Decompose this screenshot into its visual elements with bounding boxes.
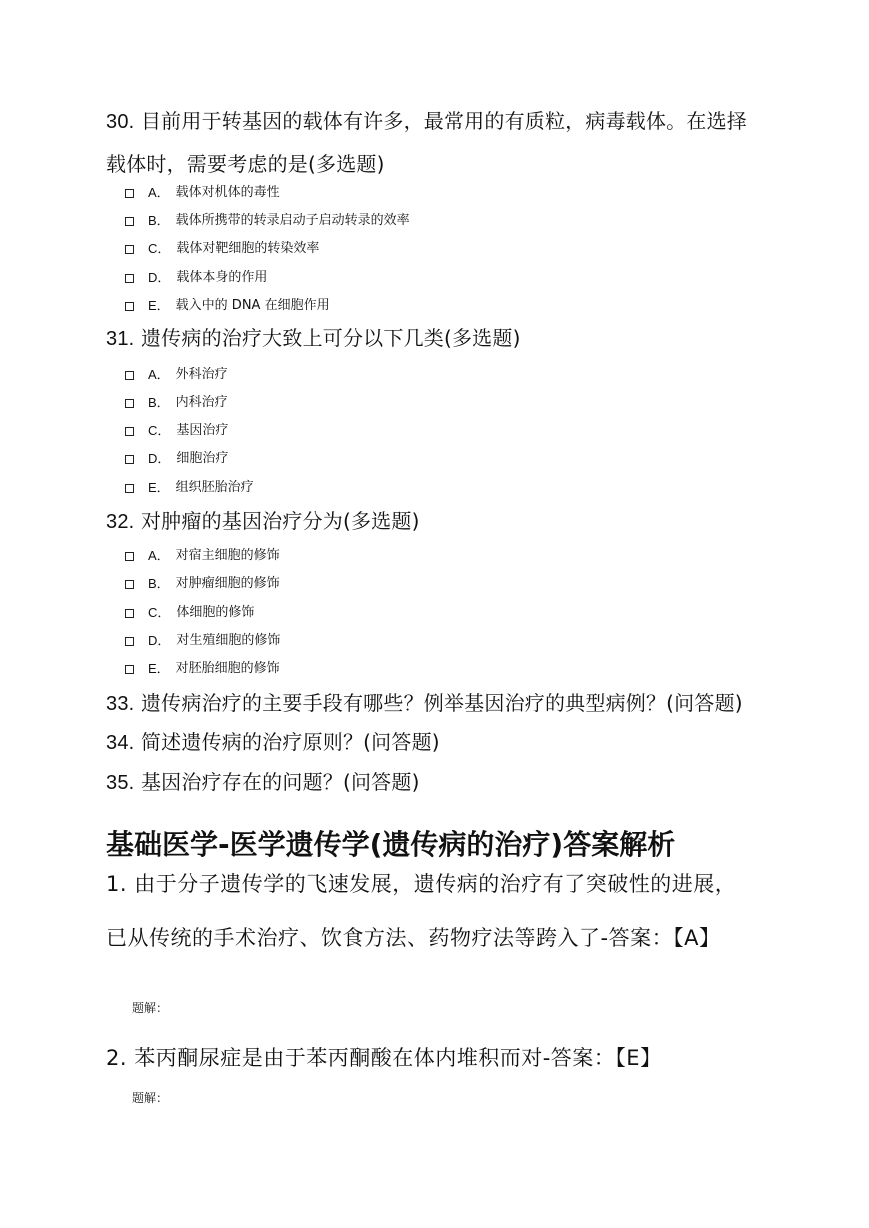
- question-number: 30.: [106, 111, 135, 133]
- checkbox-icon[interactable]: [125, 245, 134, 254]
- question-number: 32.: [106, 511, 135, 533]
- option-letter: B．: [148, 213, 170, 228]
- checkbox-icon[interactable]: [125, 371, 134, 380]
- option-letter: A．: [148, 548, 170, 563]
- option-letter: D．: [148, 451, 171, 466]
- answer-section-title: 基础医学-医学遗传学(遗传病的治疗)答案解析: [106, 828, 676, 861]
- question-number: 34.: [106, 732, 135, 754]
- checkbox-icon[interactable]: [125, 580, 134, 589]
- option-letter: B．: [148, 395, 170, 410]
- checkbox-icon[interactable]: [125, 302, 134, 311]
- option-text: 基因治疗: [176, 423, 229, 438]
- option-31-b[interactable]: [125, 394, 228, 412]
- option-text: 对宿主细胞的修饰: [175, 548, 280, 563]
- checkbox-icon[interactable]: [125, 609, 134, 618]
- option-letter: C．: [148, 423, 171, 438]
- question-number: 33.: [106, 693, 135, 715]
- option-text: 载体对靶细胞的转染效率: [176, 241, 320, 256]
- answer-item-1: [106, 857, 756, 965]
- option-31-c[interactable]: [125, 422, 228, 440]
- checkbox-icon[interactable]: [125, 399, 134, 408]
- option-30-c[interactable]: [125, 240, 319, 258]
- option-30-a[interactable]: [125, 184, 280, 202]
- checkbox-icon[interactable]: [125, 665, 134, 674]
- option-letter: D．: [148, 633, 171, 648]
- checkbox-icon[interactable]: [125, 455, 134, 464]
- question-text: 目前用于转基因的载体有许多，最常用的有质粒，病毒载体。在选择载体时，需要考虑的是(多选题): [106, 109, 747, 176]
- option-text: 体细胞的修饰: [176, 605, 255, 620]
- option-letter: C．: [148, 605, 171, 620]
- option-text: 载入中的 DNA 在细胞作用: [175, 298, 330, 313]
- option-31-d[interactable]: [125, 450, 228, 468]
- question-text: 对肿瘤的基因治疗分为(多选题): [140, 509, 420, 533]
- option-text: 对肿瘤细胞的修饰: [175, 576, 280, 591]
- option-text: 细胞治疗: [176, 451, 229, 466]
- checkbox-icon[interactable]: [125, 189, 134, 198]
- answer-text: 苯丙酮尿症是由于苯丙酮酸在体内堆积而对-答案：【E】: [134, 1046, 662, 1070]
- question-34: [106, 721, 766, 764]
- option-text: 载体所携带的转录启动子启动转录的效率: [175, 213, 410, 228]
- checkbox-icon[interactable]: [125, 217, 134, 226]
- option-text: 对胚胎细胞的修饰: [175, 661, 280, 676]
- option-text: 内科治疗: [175, 395, 228, 410]
- option-32-b[interactable]: [125, 575, 280, 593]
- option-32-c[interactable]: [125, 604, 254, 622]
- answer-number: 1.: [106, 872, 128, 896]
- option-text: 外科治疗: [175, 367, 228, 382]
- question-31: [106, 317, 766, 360]
- checkbox-icon[interactable]: [125, 637, 134, 646]
- explanation-label: 题解：: [132, 1091, 169, 1105]
- answer-number: 2.: [106, 1046, 128, 1070]
- option-letter: A．: [148, 185, 170, 200]
- answer-text: 由于分子遗传学的飞速发展，遗传病的治疗有了突破性的进展，已从传统的手术治疗、饮食方法、药物疗法等跨入了-答案：【A】: [106, 872, 737, 950]
- option-31-e[interactable]: [125, 479, 254, 497]
- option-32-d[interactable]: [125, 632, 280, 650]
- question-text: 基因治疗存在的问题？(问答题): [140, 770, 420, 794]
- option-text: 组织胚胎治疗: [175, 480, 254, 495]
- option-text: 载体对机体的毒性: [175, 185, 280, 200]
- explanation-label: 题解：: [132, 1001, 169, 1015]
- question-text: 遗传病的治疗大致上可分以下几类(多选题): [140, 326, 521, 350]
- option-letter: A．: [148, 367, 170, 382]
- question-30: [106, 100, 766, 185]
- checkbox-icon[interactable]: [125, 552, 134, 561]
- question-32: [106, 500, 766, 543]
- option-30-e[interactable]: [125, 297, 330, 315]
- question-33: [106, 682, 766, 725]
- option-letter: D．: [148, 270, 171, 285]
- option-letter: E．: [148, 298, 170, 313]
- option-text: 对生殖细胞的修饰: [176, 633, 281, 648]
- option-32-a[interactable]: [125, 547, 280, 565]
- answer-item-2: [106, 1031, 756, 1085]
- option-letter: E．: [148, 661, 170, 676]
- checkbox-icon[interactable]: [125, 427, 134, 436]
- option-text: 载体本身的作用: [176, 270, 268, 285]
- option-letter: E．: [148, 480, 170, 495]
- question-text: 遗传病治疗的主要手段有哪些？例举基因治疗的典型病例？(问答题): [140, 691, 743, 715]
- option-30-b[interactable]: [125, 212, 410, 230]
- question-number: 31.: [106, 328, 135, 350]
- checkbox-icon[interactable]: [125, 274, 134, 283]
- question-35: [106, 761, 766, 804]
- checkbox-icon[interactable]: [125, 484, 134, 493]
- option-30-d[interactable]: [125, 269, 267, 287]
- question-number: 35.: [106, 772, 135, 794]
- option-32-e[interactable]: [125, 660, 280, 678]
- question-text: 简述遗传病的治疗原则？(问答题): [140, 730, 440, 754]
- option-letter: B．: [148, 576, 170, 591]
- option-letter: C．: [148, 241, 171, 256]
- option-31-a[interactable]: [125, 366, 228, 384]
